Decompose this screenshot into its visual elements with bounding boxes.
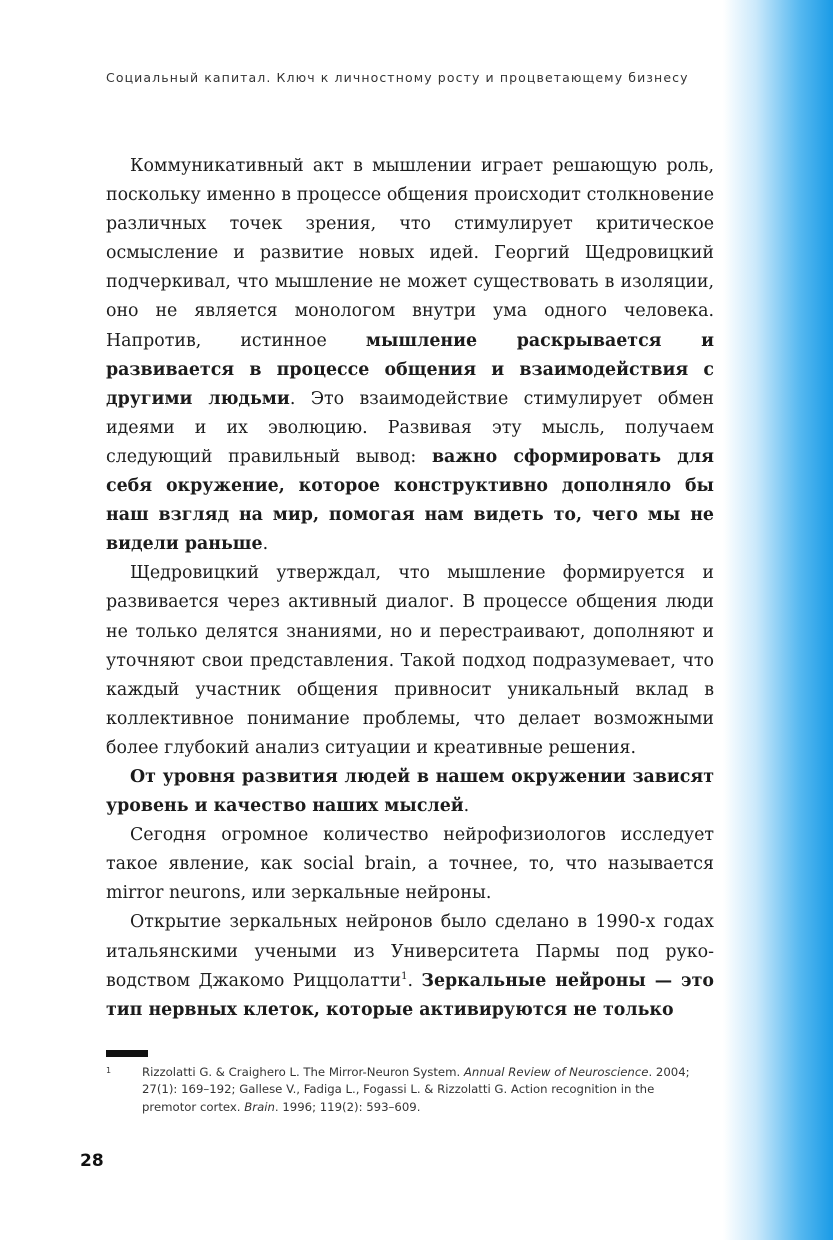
main-text xyxy=(106,152,714,1025)
footnote-number: 1 xyxy=(106,1066,112,1075)
blue-edge-band xyxy=(723,0,833,1240)
paragraph-4: Сегодня огромное количество нейрофизиологов исследует такое явление, как social brain, а точнее, то, что называется mirror neurons, или зеркальные нейроны. xyxy=(106,825,714,904)
running-header: Социальный капитал. Ключ к личностному росту и процветающему бизнесу xyxy=(106,70,689,85)
paragraph-2: Щедровицкий утверждал, что мышление формируется и развивается через активный диалог. В процессе общения люди не только делятся знаниями, но и перестраивают, дополняют и уточняют свои представления. Такой подход подразумевает, что каждый участник общения привносит уникальный вклад в коллективное понимание проблемы, что делает возможными более глубокий анализ ситуации и креативные решения. xyxy=(106,563,714,758)
page-number: 28 xyxy=(80,1151,104,1171)
footnote xyxy=(106,1064,706,1116)
footnote-reference[interactable]: 1 xyxy=(401,970,408,982)
emphasis-1: мышление раскрывается и развивается в процессе общения и взаимодействия с другими людьми xyxy=(106,330,714,409)
paragraph-5: Открытие зеркальных нейронов было сделано в 1990-х годах итальянскими учеными из Университета Пармы под руководством Джакомо Риццолатти$^1$. Зеркальные нейроны — это тип нервных клеток, которые активируются не только xyxy=(106,912,714,1020)
emphasis-2: важно сформировать для себя окружение, которое конструктивно дополняло бы наш взгляд на мир, помогая нам видеть то, чего мы не видели раньше xyxy=(106,446,714,555)
emphasis-4: Зеркальные нейроны — это тип нервных клеток, которые активируются не только xyxy=(106,970,714,1020)
footnote-rule xyxy=(106,1050,148,1057)
footnote-text: Rizzolatti G. & Craighero L. The Mirror-Neuron System. Annual Review of Neuroscience. 2004; 27(1): 169–192; Gallese V., Fadiga L., Fogassi L. & Rizzolatti G. Action recognition in the premotor cortex. Brain. 1996; 119(2): 593–609. xyxy=(142,1065,690,1114)
paragraph-1: Коммуникативный акт в мышлении играет решающую роль, поскольку именно в процессе общения происходит столкновение различных точек зрения, что стимулирует критическое осмысление и развитие новых идей. Георгий Щедровицкий подчеркивал, что мышление не может существовать в изоляции, оно не является монологом внутри ума одного человека. Напротив, истинное мышление раскрывается и развивается в процессе общения и взаимодействия с другими людьми. Это взаимодействие стимулирует обмен идеями и их эволюцию. Развивая эту мысль, получаем следующий правильный вывод: важно сформировать для себя окружение, которое конструктивно дополняло бы наш взгляд на мир, помогая нам видеть то, чего мы не видели раньше. xyxy=(106,156,714,555)
emphasis-3: От уровня развития людей в нашем окружении зависят уровень и качество наших мыслей xyxy=(106,766,714,817)
paragraph-3: От уровня развития людей в нашем окружении зависят уровень и качество наших мыслей. xyxy=(106,766,714,817)
